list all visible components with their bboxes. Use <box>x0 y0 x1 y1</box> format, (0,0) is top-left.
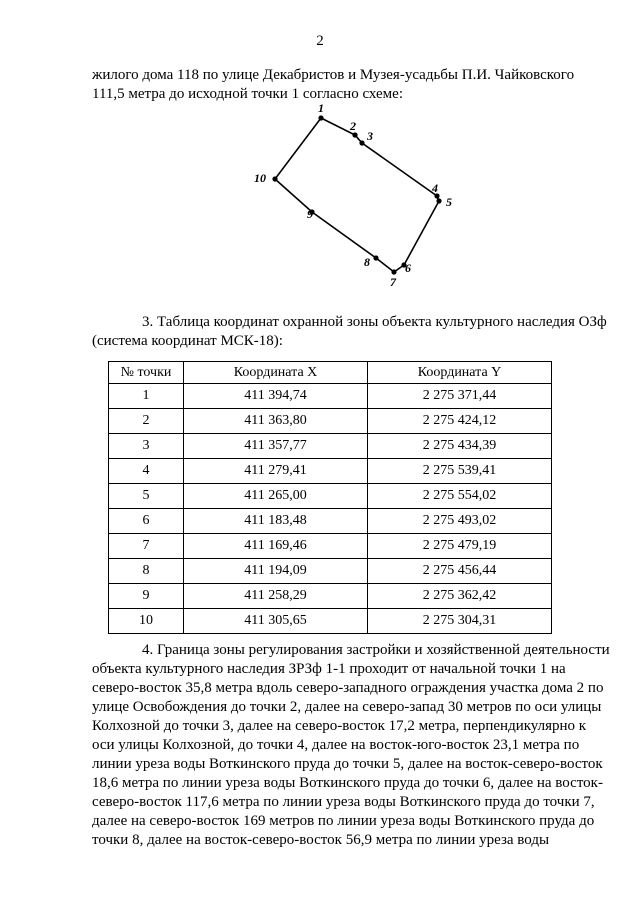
section-4-line: точки 8, далее на восток-северо-восток 56,9 метра по линии уреза воды <box>92 832 550 848</box>
header-point-number: № точки <box>109 362 184 384</box>
table-row <box>109 534 552 559</box>
point-3-label: 3 <box>367 129 373 143</box>
cell-point-number: 2 <box>109 409 184 434</box>
point-1-marker <box>318 115 323 120</box>
cell-coordinate-x: 411 363,80 <box>184 409 368 434</box>
table-row <box>109 384 552 409</box>
point-7-label: 7 <box>390 275 396 289</box>
point-2-marker <box>352 132 357 137</box>
cell-coordinate-y: 2 275 554,02 <box>368 484 552 509</box>
cell-coordinate-x: 411 394,74 <box>184 384 368 409</box>
header-coordinate-y: Координата Y <box>368 362 552 384</box>
point-4-label: 4 <box>432 181 438 195</box>
point-6-label: 6 <box>405 261 411 275</box>
cell-coordinate-y: 2 275 371,44 <box>368 384 552 409</box>
cell-point-number: 5 <box>109 484 184 509</box>
cell-coordinate-y: 2 275 539,41 <box>368 459 552 484</box>
cell-point-number: 7 <box>109 534 184 559</box>
table-row <box>109 559 552 584</box>
section-4-line: линии уреза воды Воткинского пруда до точки 5, далее на восток-северо-восток <box>92 756 603 772</box>
table-row <box>109 459 552 484</box>
intro-paragraph <box>92 66 575 104</box>
cell-coordinate-y: 2 275 304,31 <box>368 609 552 634</box>
cell-coordinate-y: 2 275 434,39 <box>368 434 552 459</box>
boundary-scheme-diagram <box>240 100 480 290</box>
boundary-polygon <box>275 118 439 272</box>
cell-point-number: 9 <box>109 584 184 609</box>
point-8-label: 8 <box>364 255 370 269</box>
table-header-row <box>109 362 552 384</box>
section-4-paragraph <box>92 641 610 850</box>
section-4-line: улице Освобождения до точки 2, далее на северо-запад 30 метров по оси улицы <box>92 699 602 715</box>
point-5-marker <box>436 198 441 203</box>
cell-point-number: 6 <box>109 509 184 534</box>
section-4-line: объекта культурного наследия ЗРЗф 1-1 проходит от начальной точки 1 на <box>92 661 566 677</box>
cell-coordinate-x: 411 357,77 <box>184 434 368 459</box>
section-3-line: 3. Таблица координат охранной зоны объекта культурного наследия ОЗф <box>142 314 607 330</box>
table-row <box>109 609 552 634</box>
intro-line: 111,5 метра до исходной точки 1 согласно схеме: <box>92 86 404 102</box>
page-number: 2 <box>316 33 324 49</box>
cell-coordinate-x: 411 305,65 <box>184 609 368 634</box>
point-3-marker <box>359 140 364 145</box>
section-4-line: оси улицы Колхозной, до точки 4, далее на восток-юго-восток 23,1 метра по <box>92 737 580 753</box>
cell-coordinate-y: 2 275 424,12 <box>368 409 552 434</box>
section-3-line: (система координат МСК-18): <box>92 333 283 349</box>
table-row <box>109 409 552 434</box>
point-5-label: 5 <box>446 195 452 209</box>
cell-point-number: 1 <box>109 384 184 409</box>
section-4-line: северо-восток 35,8 метра вдоль северо-западного ограждения участка дома 2 по <box>92 680 604 696</box>
point-10-label: 10 <box>254 171 266 185</box>
cell-coordinate-x: 411 183,48 <box>184 509 368 534</box>
section-4-line: 18,6 метра по линии уреза воды Воткинского пруда до точки 6, далее на восток- <box>92 775 603 791</box>
section-4-line: далее на северо-восток 169 метров по линии уреза воды Воткинского пруда до <box>92 813 595 829</box>
cell-coordinate-x: 411 194,09 <box>184 559 368 584</box>
table-body <box>109 384 552 634</box>
cell-coordinate-x: 411 169,46 <box>184 534 368 559</box>
table-row <box>109 509 552 534</box>
cell-coordinate-x: 411 265,00 <box>184 484 368 509</box>
table-row <box>109 434 552 459</box>
point-1-label: 1 <box>318 101 324 115</box>
point-8-marker <box>373 255 378 260</box>
header-coordinate-x: Координата X <box>184 362 368 384</box>
cell-point-number: 10 <box>109 609 184 634</box>
cell-point-number: 8 <box>109 559 184 584</box>
coordinates-table <box>108 361 552 634</box>
cell-coordinate-y: 2 275 479,19 <box>368 534 552 559</box>
table-row <box>109 584 552 609</box>
point-9-label: 9 <box>307 207 313 221</box>
table-row <box>109 484 552 509</box>
point-7-marker <box>391 269 396 274</box>
cell-coordinate-y: 2 275 493,02 <box>368 509 552 534</box>
intro-line: жилого дома 118 по улице Декабристов и Музея-усадьбы П.И. Чайковского <box>92 67 575 83</box>
point-10-marker <box>272 176 277 181</box>
section-3-heading <box>92 313 607 351</box>
cell-point-number: 4 <box>109 459 184 484</box>
section-4-line: 4. Граница зоны регулирования застройки и хозяйственной деятельности <box>142 642 610 658</box>
cell-coordinate-y: 2 275 456,44 <box>368 559 552 584</box>
section-4-line: Колхозной до точки 3, далее на северо-восток 17,2 метра, перпендикулярно к <box>92 718 587 734</box>
section-4-line: северо-восток 117,6 метра по линии уреза воды Воткинского пруда до точки 7, <box>92 794 595 810</box>
point-2-label: 2 <box>350 119 356 133</box>
cell-coordinate-x: 411 258,29 <box>184 584 368 609</box>
cell-coordinate-y: 2 275 362,42 <box>368 584 552 609</box>
cell-point-number: 3 <box>109 434 184 459</box>
cell-coordinate-x: 411 279,41 <box>184 459 368 484</box>
